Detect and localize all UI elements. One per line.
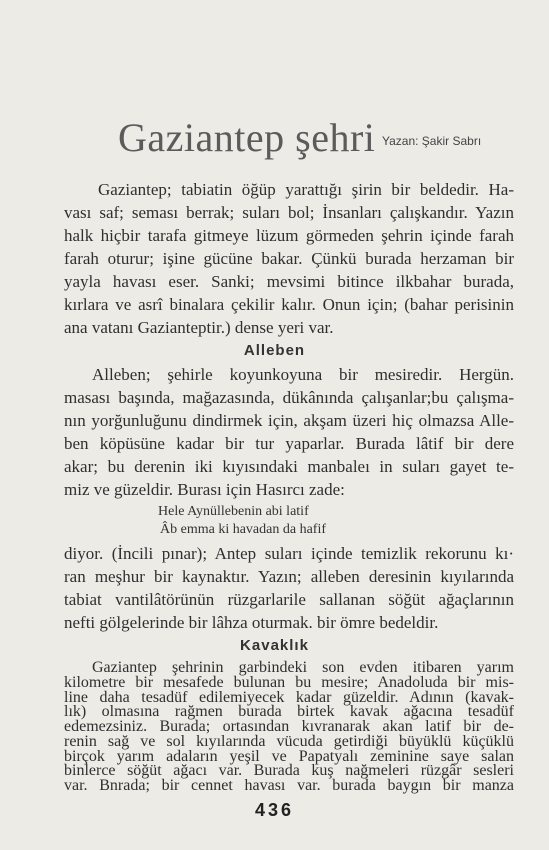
section-heading-kavaklik: Kavaklık	[240, 637, 309, 654]
paragraph-line: tabiat vantilâtörünün rüzgarlarile sallanan söğüt ağaçlarının	[64, 590, 514, 609]
paragraph-line: yayla havası eser. Sanki; mevsimi bitince ilkbahar burada,	[64, 272, 514, 291]
paragraph-line: diyor. (İncili pınar); Antep suları içinde temizlik rekorunu kı·	[64, 544, 514, 563]
paragraph-line: miz ve güzeldir. Burası için Hasırcı zade:	[64, 480, 345, 499]
paragraph-line: ana vatanı Gazianteptir.) dense yeri var.	[64, 318, 334, 337]
paragraph-line: birçok yarım adaların yeşil ve Papatyalı zeminine saye salan	[64, 748, 514, 765]
paragraph-line: renin sağ ve sol kıyılarında vücuda getirdiği büyüklü küçüklü	[64, 733, 514, 750]
section-heading-alleben: Alleben	[243, 342, 306, 359]
paragraph-line: edemezsiniz. Burada; ortasından kıvranarak akan latif bir de-	[64, 718, 514, 735]
page-number: 436	[254, 800, 295, 820]
paragraph-line: kilometre bir mesafede bulunan bu mesire; Anadoluda bir mis-	[64, 674, 514, 691]
paragraph-line: binlerce söğüt ağacı var. Burada kuş nağmeleri rüzgâr sesleri	[64, 762, 514, 779]
poem-line: Âb emma ki havadan da hafif	[160, 522, 326, 537]
paragraph-line: var. Bnrada; bir cennet havası var. burada baygın bir manza	[64, 777, 514, 794]
paragraph-line: halk hiçbir tarafa gitmeye lüzum görmeden şehrin içinde farah	[64, 226, 514, 245]
paragraph-line: lık) olmasına rağmen burada birtek kavak ağacına tesadüf	[64, 703, 514, 720]
paragraph-line: ran meşhur bir kaynaktır. Yazın; alleben deresinin kıyılarında	[64, 567, 514, 586]
article-author: Yazan: Şakir Sabrı	[382, 134, 482, 148]
paragraph-line: nın yorğunluğunu dindirmek için, akşam üzeri hiç olmazsa Alle-	[64, 411, 514, 430]
paragraph-line: nefti gölgelerinde bir lâhza oturmak. bir ömre bedeldir.	[64, 613, 439, 632]
poem-line: Hele Aynüllebenin abi latif	[158, 504, 309, 519]
paragraph-line: Gaziantep şehrinin garbindeki son evden itibaren yarım	[92, 659, 514, 676]
article-title: Gaziantep şehri	[118, 115, 376, 160]
paragraph-line: ben köpüsüne kadar bir tur yaparlar. Burada lâtif bir dere	[64, 434, 514, 453]
paragraph-line: farah oturur; işine gücüne bakar. Çünkü burada herzaman bir	[64, 249, 514, 268]
paragraph-line: vası saf; seması berrak; suları bol; İnsanları çalışkandır. Yazın	[64, 203, 514, 222]
paragraph-line: akar; bu derenin iki kıyısındaki manbaleı in suları gayet te-	[64, 457, 514, 476]
paragraph-line: Alleben; şehirle koyunkoyuna bir mesiredir. Hergün.	[92, 365, 514, 384]
paragraph-line: kırlara ve asrî binalara çekilir kalır. Onun için; (bahar perisinin	[64, 295, 514, 314]
paragraph-line: Gaziantep; tabiatin öğüp yarattığı şirin bir beldedir. Ha-	[98, 180, 514, 199]
paragraph-line: masası başında, mağazasında, dükânında çalışanlar;bu çalışma-	[64, 388, 514, 407]
paragraph-line: line daha tesadüf edilemiyecek kadar güzeldir. Adının (kavak-	[64, 689, 514, 706]
